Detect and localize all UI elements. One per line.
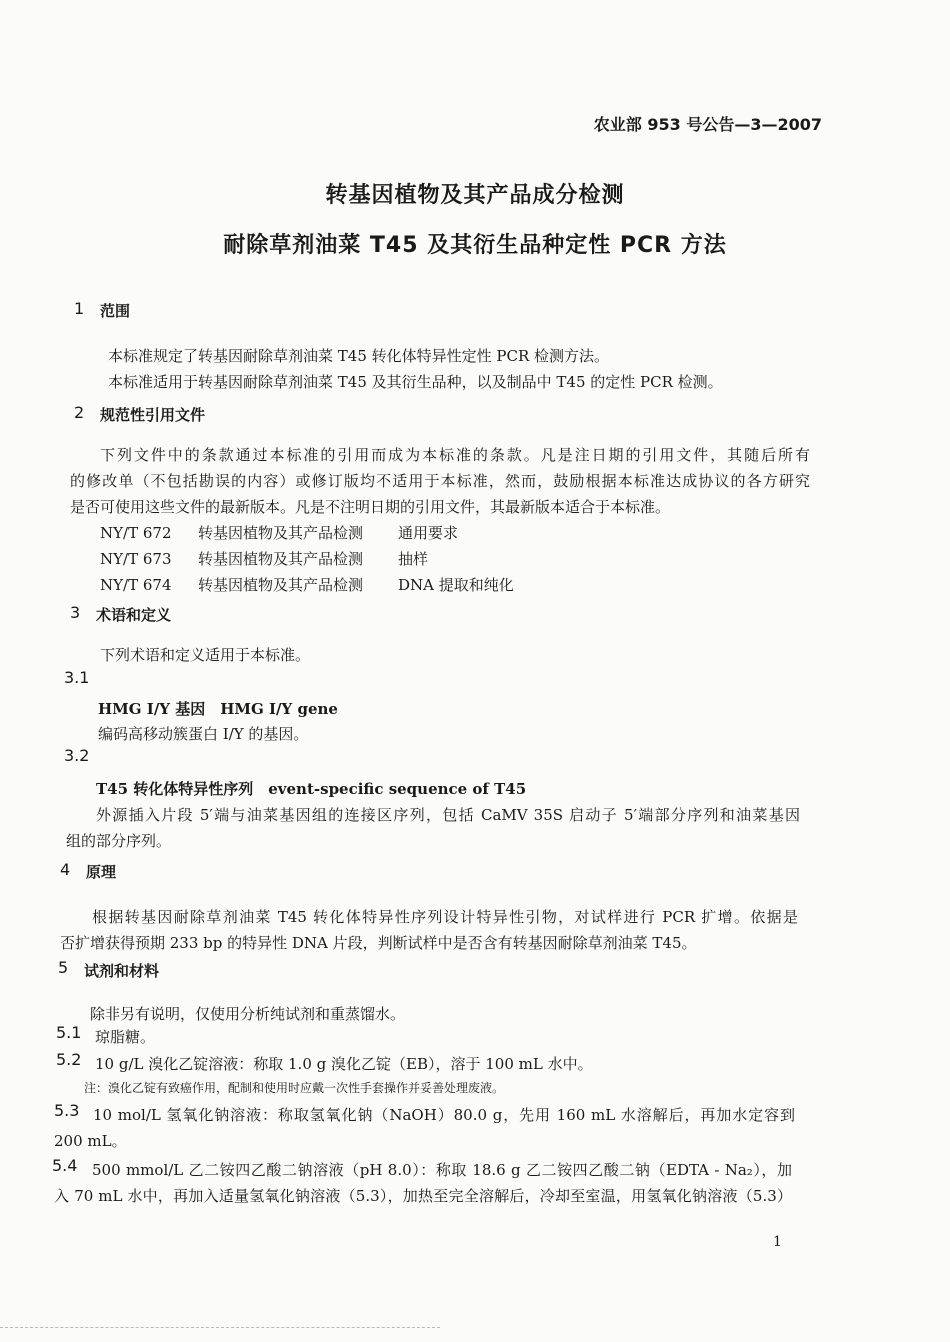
paragraph-line: 下列文件中的条款通过本标准的引用而成为本标准的条款。凡是注日期的引用文件，其随后所有 — [100, 446, 810, 464]
section-title: 术语和定义 — [96, 606, 172, 624]
item-text-line: 200 mL。 — [54, 1132, 127, 1150]
reference-subtitle: 通用要求 — [398, 524, 459, 542]
document-header: 农业部 953 号公告—3—2007 — [593, 115, 822, 134]
section-title: 范围 — [100, 302, 131, 320]
document-title-line1: 转基因植物及其产品成分检测 — [325, 183, 625, 208]
page-number: 1 — [773, 1234, 782, 1250]
item-text: 10 g/L 溴化乙锭溶液：称取 1.0 g 溴化乙锭（EB），溶于 100 mL 水中。 — [95, 1055, 593, 1073]
term-definition-line: 外源插入片段 5′端与油菜基因组的连接区序列，包括 CaMV 35S 启动子 5′端部分序列和油菜基因 — [96, 806, 800, 824]
subsection-number: 5.2 — [56, 1050, 82, 1069]
item-text-line: 入 70 mL 水中，再加入适量氢氧化钠溶液（5.3），加热至完全溶解后，冷却至室温，用氢氧化钠溶液（5.3） — [54, 1187, 792, 1205]
paragraph: 本标准适用于转基因耐除草剂油菜 T45 及其衍生品种，以及制品中 T45 的定性 PCR 检测。 — [108, 373, 723, 391]
item-text: 琼脂糖。 — [95, 1028, 156, 1046]
reference-code: NY/T 674 — [100, 576, 172, 594]
paragraph-line: 的修改单（不包括勘误的内容）或修订版均不适用于本标准，然而，鼓励根据本标准达成协议的各方研究 — [70, 472, 810, 490]
reference-subtitle: 抽样 — [398, 550, 429, 568]
section-number: 5 — [58, 958, 69, 977]
reference-item — [100, 522, 458, 543]
subsection-number: 5.1 — [56, 1023, 82, 1042]
subsection-number: 5.4 — [52, 1156, 78, 1175]
document-title-line2: 耐除草剂油菜 T45 及其衍生品种定性 PCR 方法 — [223, 233, 727, 258]
reference-title: 转基因植物及其产品检测 — [198, 576, 364, 594]
subsection-number: 3.1 — [64, 668, 90, 687]
reference-item — [100, 548, 428, 569]
reference-code: NY/T 673 — [100, 550, 172, 568]
item-text-line: 500 mmol/L 乙二铵四乙酸二钠溶液（pH 8.0）：称取 18.6 g 乙二铵四乙酸二钠（EDTA - Na₂），加 — [92, 1161, 792, 1179]
section-number: 1 — [74, 299, 85, 318]
reference-title: 转基因植物及其产品检测 — [198, 550, 364, 568]
page-bottom-rule — [0, 1327, 440, 1328]
paragraph: 本标准规定了转基因耐除草剂油菜 T45 转化体特异性定性 PCR 检测方法。 — [108, 347, 610, 365]
term-heading: T45 转化体特异性序列 event-specific sequence of T45 — [96, 780, 527, 798]
reference-title: 转基因植物及其产品检测 — [198, 524, 364, 542]
paragraph-line: 根据转基因耐除草剂油菜 T45 转化体特异性序列设计特异性引物，对试样进行 PCR 扩增。依据是 — [92, 908, 798, 926]
term-definition: 编码高移动簇蛋白 I/Y 的基因。 — [98, 725, 309, 743]
paragraph: 下列术语和定义适用于本标准。 — [100, 646, 311, 664]
term-definition-line: 组的部分序列。 — [66, 832, 172, 850]
paragraph: 除非另有说明，仅使用分析纯试剂和重蒸馏水。 — [90, 1005, 406, 1023]
reference-subtitle: DNA 提取和纯化 — [398, 576, 514, 594]
section-number: 2 — [74, 403, 85, 422]
subsection-number: 3.2 — [64, 746, 90, 765]
section-number: 4 — [60, 860, 71, 879]
subsection-number: 5.3 — [54, 1101, 80, 1120]
reference-code: NY/T 672 — [100, 524, 172, 542]
reference-item — [100, 574, 514, 595]
item-text-line: 10 mol/L 氢氧化钠溶液：称取氢氧化钠（NaOH）80.0 g，先用 160 mL 水溶解后，再加水定容到 — [93, 1106, 795, 1124]
note-text: 注：溴化乙锭有致癌作用，配制和使用时应戴一次性手套操作并妥善处理废液。 — [84, 1081, 505, 1095]
section-number: 3 — [70, 603, 81, 622]
section-title: 试剂和材料 — [84, 962, 160, 980]
section-title: 规范性引用文件 — [100, 406, 206, 424]
paragraph-line: 否扩增获得预期 233 bp 的特异性 DNA 片段，判断试样中是否含有转基因耐除草剂油菜 T45。 — [60, 934, 697, 952]
section-title: 原理 — [86, 863, 117, 881]
term-heading: HMG I/Y 基因 HMG I/Y gene — [98, 700, 338, 718]
paragraph-line: 是否可使用这些文件的最新版本。凡是不注明日期的引用文件，其最新版本适合于本标准。 — [70, 498, 671, 516]
